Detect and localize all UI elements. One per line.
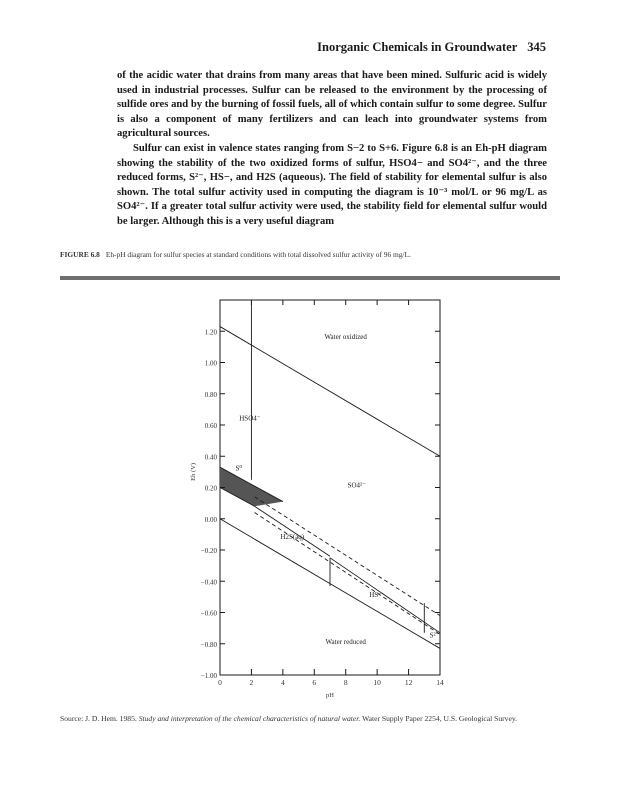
source-note xyxy=(60,712,560,725)
x-tick-label: 0 xyxy=(218,678,222,687)
y-tick-label: 0.80 xyxy=(204,390,217,399)
x-tick-label: 12 xyxy=(404,678,413,687)
y-tick-label: −0.80 xyxy=(200,640,217,649)
series-water-oxidized-boundary xyxy=(220,327,440,457)
source-prefix: Source: J. D. Hem. 1985. xyxy=(60,714,137,723)
chart-annotation: S⁰ xyxy=(235,464,243,473)
caption-rule xyxy=(60,276,560,280)
page-header xyxy=(0,40,546,55)
chart-annotation: S²⁻ xyxy=(429,631,440,640)
body-text xyxy=(117,69,547,230)
x-tick-label: 8 xyxy=(343,678,348,687)
figure-caption-text: Eh-pH diagram for sulfur species at standard conditions with total dissolved sulfur activity of 96 mg/L. xyxy=(105,250,411,259)
eh-ph-chart xyxy=(180,290,480,700)
chart-annotation: Water reduced xyxy=(325,637,366,646)
x-tick-label: 6 xyxy=(312,678,317,687)
page-number: 345 xyxy=(527,40,546,54)
y-axis-label: Eh (V) xyxy=(190,462,197,481)
chart-annotation: SO4²⁻ xyxy=(347,481,366,490)
y-tick-label: 1.20 xyxy=(204,328,217,337)
paragraph-1: of the acidic water that drains from many areas that have been mined. Sulfuric acid is widely used in industrial processes. Sulfur can be released to the environment by the processing of sulfide ores and by the burning of fossil fuels, all of which contain sulfur to some degree. Sulfur is also a component of many fertilizers and can leach into groundwater systems from agricultural sources. xyxy=(117,70,547,140)
y-tick-label: 0.40 xyxy=(204,453,217,462)
y-tick-label: −0.40 xyxy=(200,578,217,587)
series-dashed-upper xyxy=(255,497,440,616)
y-tick-label: −0.60 xyxy=(200,609,217,618)
chart-annotation: Water oxidized xyxy=(324,333,367,342)
series-hs-upper xyxy=(330,558,440,633)
x-axis-label: pH xyxy=(326,692,334,699)
chart-annotation: HS⁻ xyxy=(369,590,382,599)
y-tick-label: 0.60 xyxy=(204,422,217,430)
x-tick-label: 10 xyxy=(373,678,381,687)
x-tick-label: 14 xyxy=(436,678,444,687)
paragraph-2: Sulfur can exist in valence states ranging from S−2 to S+6. Figure 6.8 is an Eh-pH diagram showing the stability of the two oxidized forms of sulfur, HSO4− and SO4²⁻, and the three reduced forms, S²⁻, HS−, and H2S (aqueous). The field of stability for elemental sulfur is also shown. The total sulfur activity used in computing the diagram is 10⁻³ mol/L or 96 mg/L as SO4²⁻. If a greater total sulfur activity were used, the stability field for elemental sulfur would be larger. Although this is a very useful diagram xyxy=(117,142,547,227)
running-title: Inorganic Chemicals in Groundwater xyxy=(317,40,518,54)
x-tick-label: 4 xyxy=(280,678,285,687)
chart-annotation: H2S(aq) xyxy=(280,533,305,542)
y-tick-label: −0.20 xyxy=(200,547,217,555)
y-tick-label: 0.00 xyxy=(204,515,217,524)
series-dashed-lower xyxy=(255,513,440,635)
source-title: Study and interpretation of the chemical characteristics of natural water. xyxy=(138,714,361,723)
y-tick-label: −1.00 xyxy=(200,672,217,680)
figure-caption xyxy=(60,249,560,260)
chart-annotation: HSO4⁻ xyxy=(239,414,261,423)
figure-label: FIGURE 6.8 xyxy=(60,250,100,259)
x-tick-label: 2 xyxy=(249,678,254,687)
y-tick-label: 1.00 xyxy=(204,359,217,368)
series-h2s-upper xyxy=(255,506,330,556)
y-tick-label: 0.20 xyxy=(204,484,217,493)
source-suffix: Water Supply Paper 2254, U.S. Geological Survey. xyxy=(362,714,518,723)
